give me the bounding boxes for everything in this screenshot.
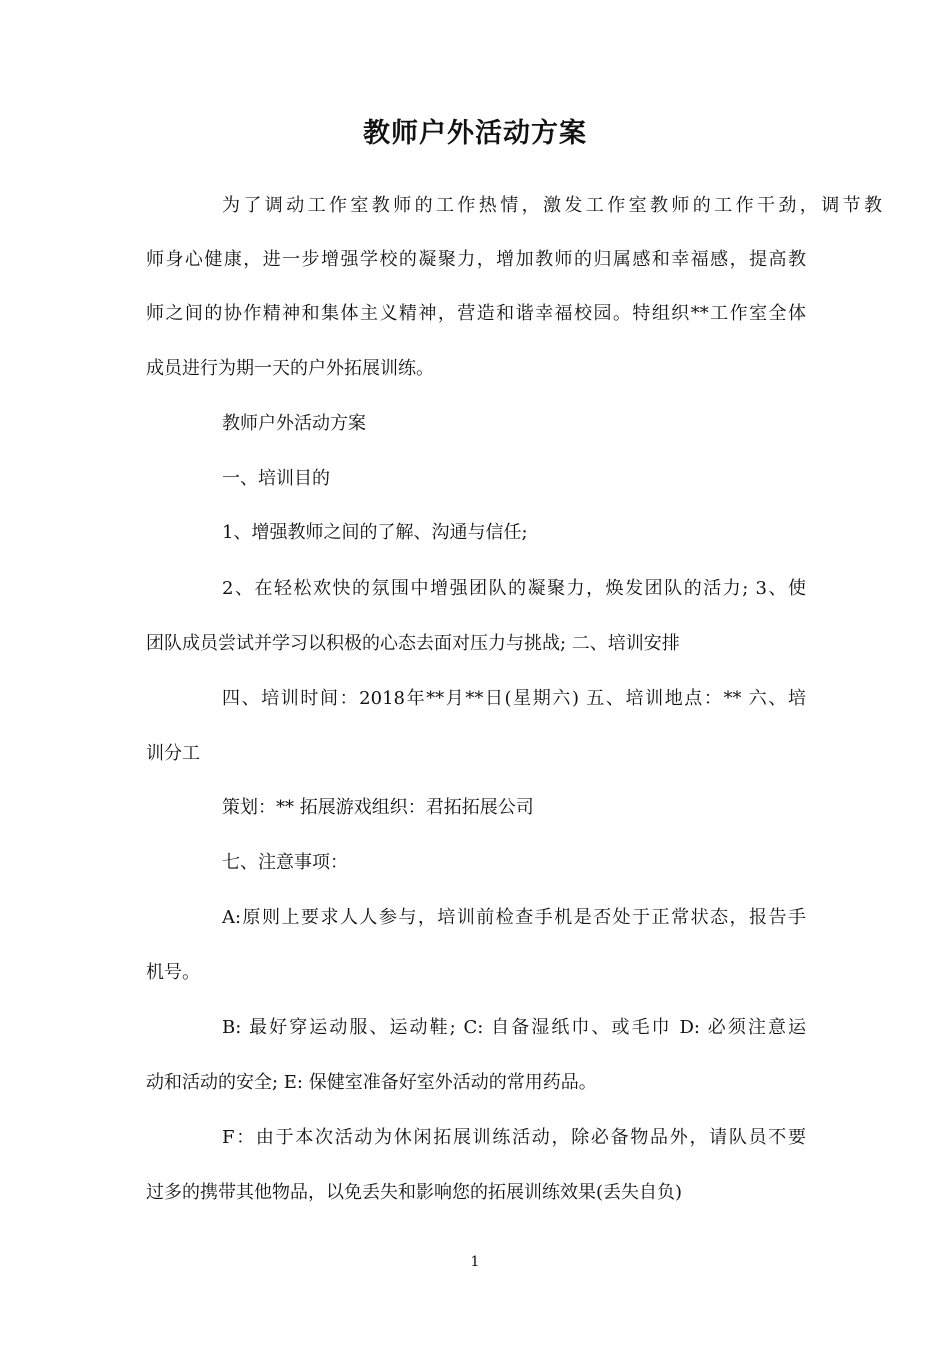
paragraph-line: 师身心健康，进一步增强学校的凝聚力，增加教师的归属感和幸福感，提高教: [146, 249, 806, 270]
paragraph-line: A:原则上要求人人参与，培训前检查手机是否处于正常状态，报告手: [222, 907, 806, 928]
paragraph-line: 成员进行为期一天的户外拓展训练。: [146, 358, 434, 379]
page-title: 教师户外活动方案: [363, 118, 587, 149]
paragraph-line: B: 最好穿运动服、运动鞋; C: 自备湿纸巾、或毛巾 D: 必须注意运: [222, 1017, 806, 1038]
page-number: 1: [470, 1254, 480, 1270]
paragraph-line: 团队成员尝试并学习以积极的心态去面对压力与挑战; 二、培训安排: [146, 633, 680, 654]
section-heading: 教师户外活动方案: [222, 413, 366, 434]
paragraph-line: 过多的携带其他物品，以免丢失和影响您的拓展训练效果(丢失自负): [146, 1182, 683, 1203]
section-heading: 七、注意事项：: [222, 852, 348, 873]
paragraph-line: 为了调动工作室教师的工作热情，激发工作室教师的工作干劲，调节教: [222, 195, 882, 216]
paragraph-line: 师之间的协作精神和集体主义精神，营造和谐幸福校园。特组织**工作室全体: [146, 303, 806, 324]
paragraph-line: 策划：** 拓展游戏组织：君拓拓展公司: [222, 797, 534, 818]
list-item: 1、增强教师之间的了解、沟通与信任;: [222, 522, 528, 543]
paragraph-line: F：由于本次活动为休闲拓展训练活动，除必备物品外，请队员不要: [222, 1127, 806, 1148]
paragraph-line: 机号。: [146, 962, 200, 983]
paragraph-line: 训分工: [146, 743, 200, 764]
paragraph-line: 动和活动的安全; E: 保健室准备好室外活动的常用药品。: [146, 1072, 597, 1093]
paragraph-line: 四、培训时间：2018年**月**日(星期六) 五、培训地点：** 六、培: [222, 688, 806, 709]
section-heading: 一、培训目的: [222, 468, 330, 489]
paragraph-line: 2、在轻松欢快的氛围中增强团队的凝聚力，焕发团队的活力; 3、使: [222, 578, 806, 599]
